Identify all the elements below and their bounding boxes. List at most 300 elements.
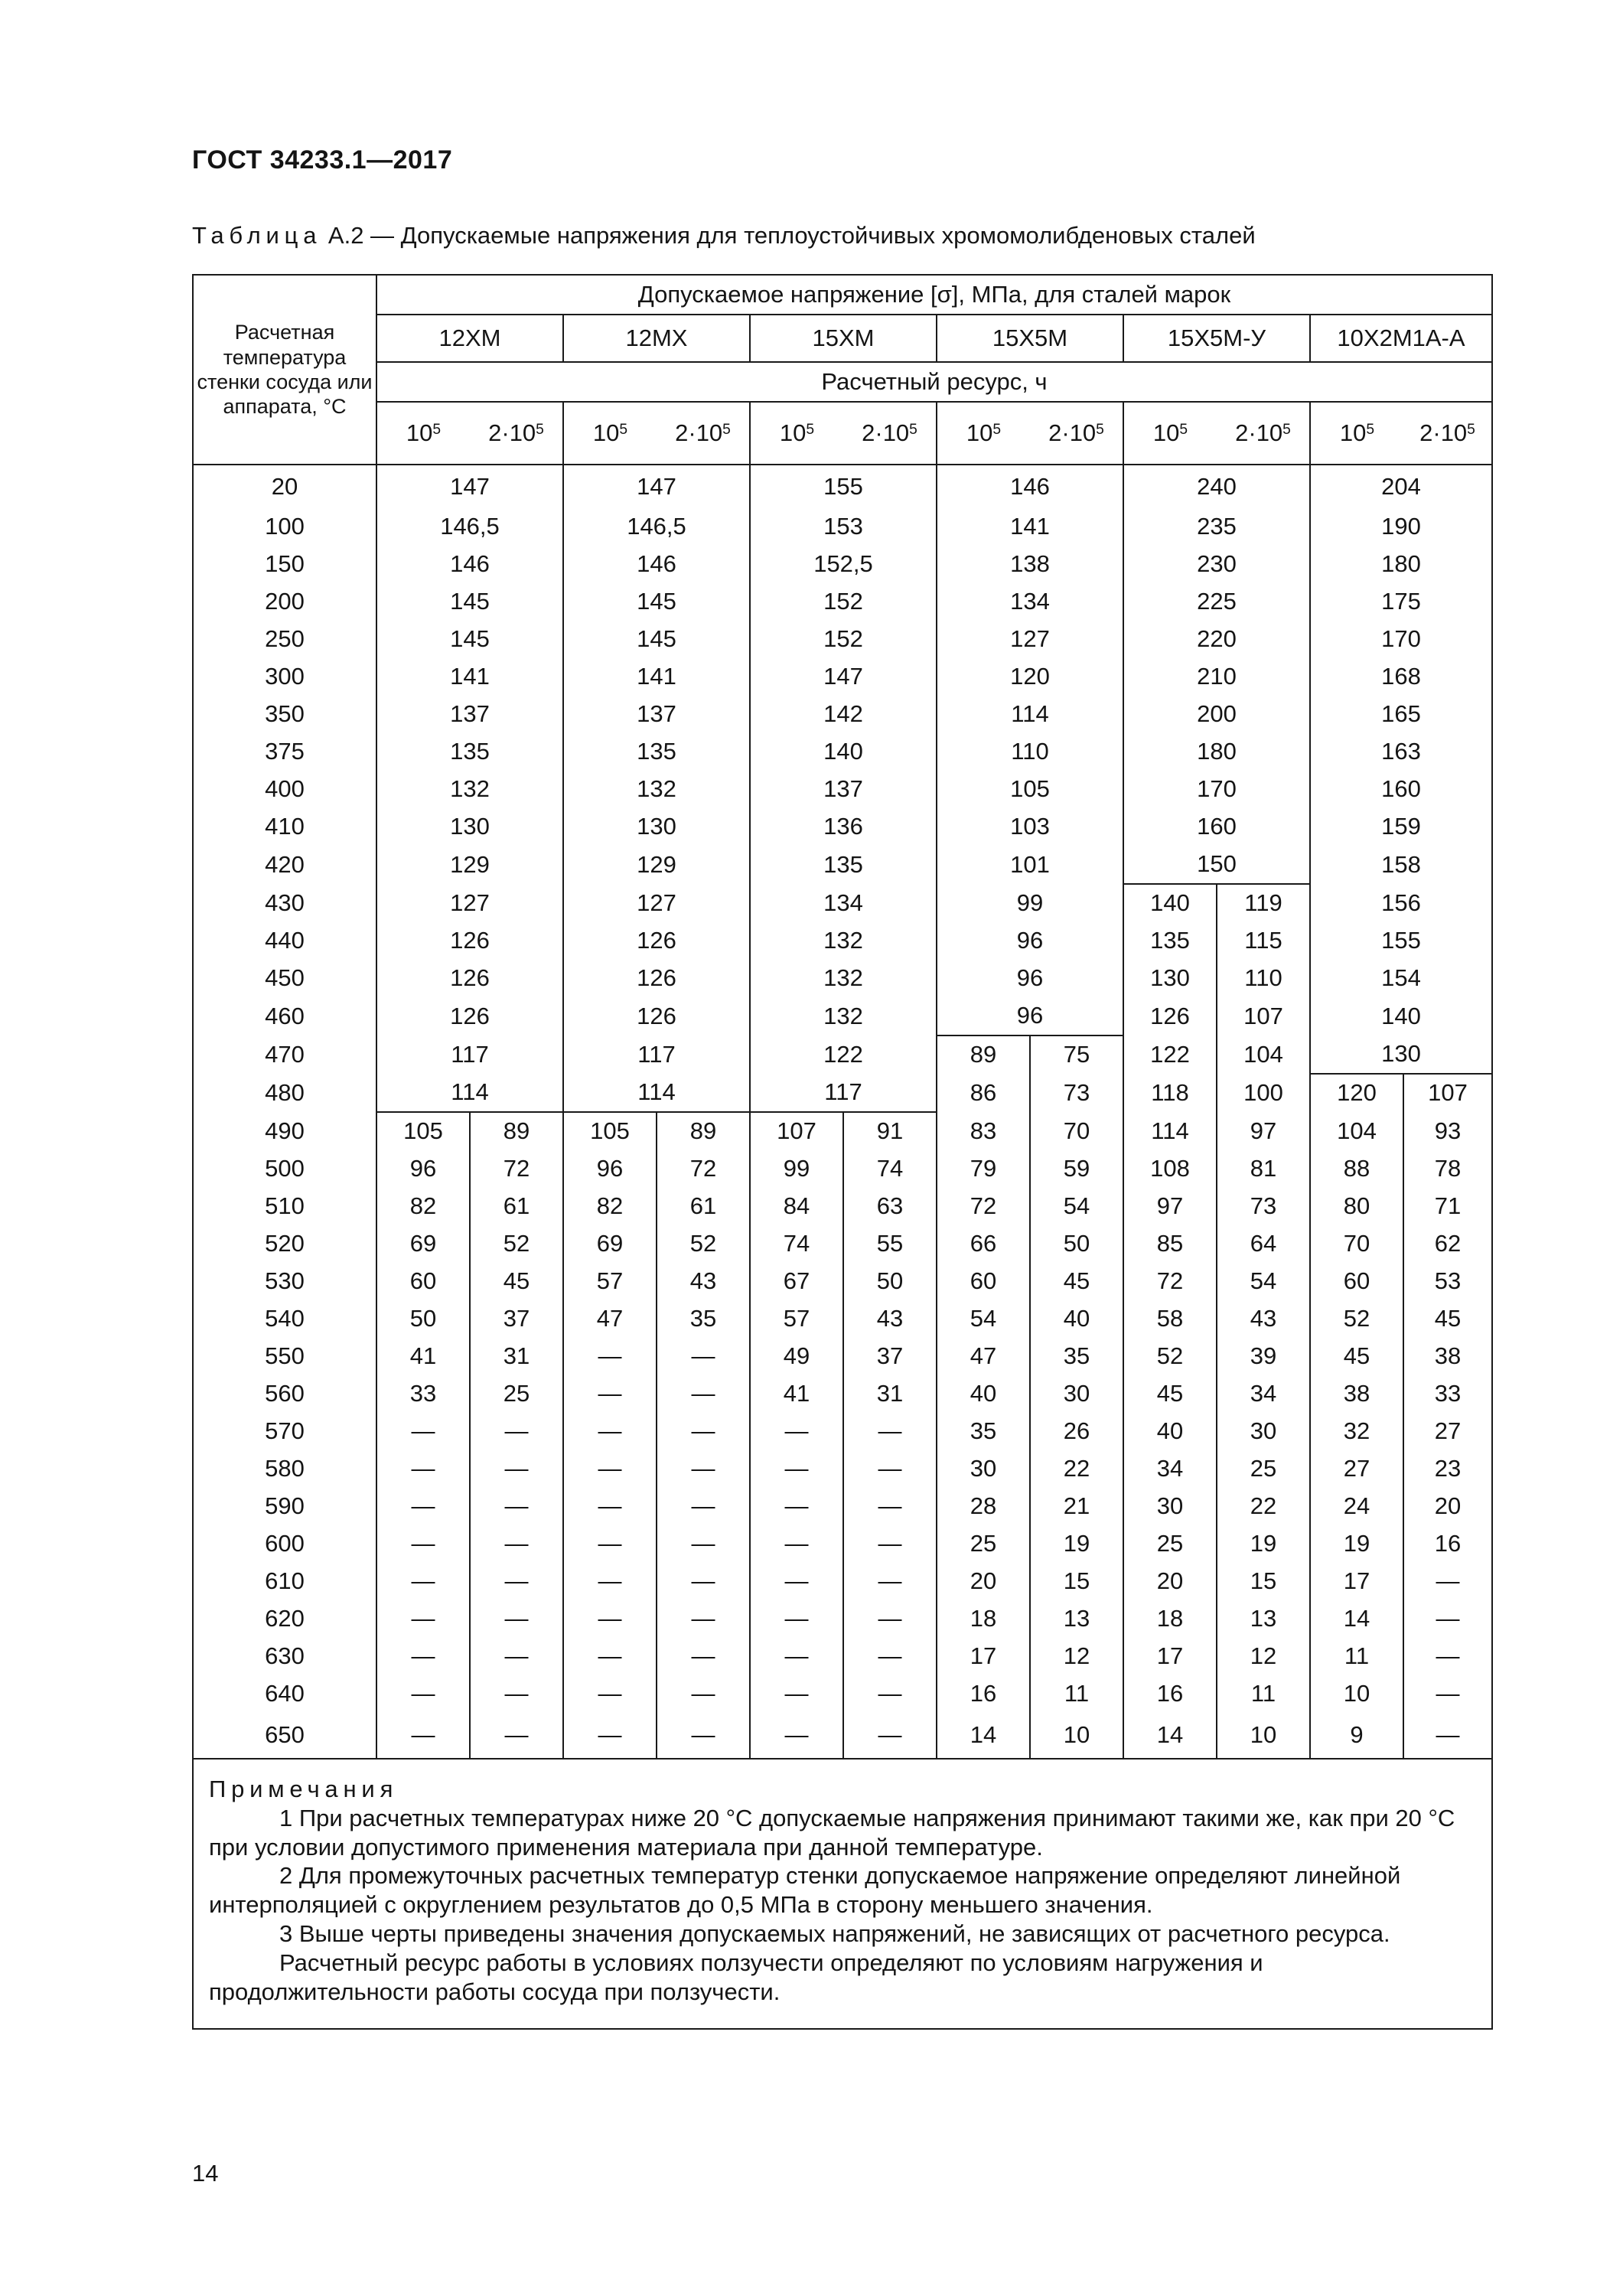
stress-value: 96 <box>937 997 1123 1035</box>
stress-value: 126 <box>1123 997 1217 1035</box>
temperature-cell: 200 <box>193 583 376 621</box>
stress-value: 150 <box>1123 846 1310 884</box>
stress-value: 66 <box>937 1225 1030 1263</box>
stress-value: — <box>563 1450 657 1488</box>
stress-value: — <box>1403 1713 1492 1759</box>
stress-value: 97 <box>1217 1112 1310 1150</box>
stress-value: 137 <box>376 696 563 733</box>
temperature-cell: 470 <box>193 1035 376 1074</box>
stress-value: 45 <box>1123 1375 1217 1413</box>
stress-value: — <box>657 1525 750 1563</box>
resource-exponent: 5 <box>992 422 1002 439</box>
stress-value: 135 <box>750 846 937 884</box>
stress-value: 74 <box>750 1225 843 1263</box>
stress-value: 17 <box>937 1638 1030 1675</box>
stress-value: 34 <box>1217 1375 1310 1413</box>
stress-value: 156 <box>1310 884 1492 922</box>
stress-value: 43 <box>843 1300 937 1338</box>
stress-value: 28 <box>937 1488 1030 1525</box>
stress-value: 114 <box>937 696 1123 733</box>
stress-value: 105 <box>937 771 1123 808</box>
stress-value: 115 <box>1217 922 1310 960</box>
stress-value: 220 <box>1123 621 1310 658</box>
stress-value: — <box>1403 1638 1492 1675</box>
stress-value: 69 <box>376 1225 470 1263</box>
stress-value: — <box>657 1338 750 1375</box>
resource-1e5 <box>376 402 470 465</box>
stress-value: — <box>657 1638 750 1675</box>
stress-value: 19 <box>1030 1525 1123 1563</box>
stress-value: 190 <box>1310 508 1492 546</box>
stress-value: 117 <box>750 1074 937 1112</box>
stress-value: 72 <box>937 1188 1030 1225</box>
stress-value: 146 <box>376 546 563 583</box>
resource-exponent: 5 <box>619 422 628 439</box>
resource-exponent: 5 <box>1467 422 1475 439</box>
stress-value: 30 <box>1123 1488 1217 1525</box>
resource-2e5 <box>843 402 937 465</box>
resource-2e5 <box>1030 402 1123 465</box>
steel-grade-header: 15Х5М-У <box>1123 315 1310 362</box>
stress-value: 19 <box>1217 1525 1310 1563</box>
temperature-cell: 460 <box>193 997 376 1035</box>
stress-header: Допускаемое напряжение [σ], МПа, для сталей марок <box>376 275 1492 315</box>
stress-value: 105 <box>376 1112 470 1150</box>
caption-text: А.2 — Допускаемые напряжения для теплоустойчивых хромомолибденовых сталей <box>321 222 1256 249</box>
stress-value: 43 <box>657 1263 750 1300</box>
resource-1e5 <box>937 402 1030 465</box>
temperature-cell: 620 <box>193 1600 376 1638</box>
stress-value: 160 <box>1123 808 1310 846</box>
stress-value: 122 <box>1123 1035 1217 1074</box>
notes <box>193 1759 1492 2029</box>
resource-2e5 <box>657 402 750 465</box>
stress-value: — <box>750 1525 843 1563</box>
stress-value: 146 <box>563 546 750 583</box>
stress-value: 147 <box>750 658 937 696</box>
stress-value: 23 <box>1403 1450 1492 1488</box>
stress-value: 96 <box>937 960 1123 997</box>
stress-value: 45 <box>470 1263 563 1300</box>
stress-value: — <box>563 1600 657 1638</box>
stress-value: — <box>563 1563 657 1600</box>
stress-value: 72 <box>470 1150 563 1188</box>
stress-value: 16 <box>1403 1525 1492 1563</box>
stress-value: 38 <box>1310 1375 1403 1413</box>
stress-value: — <box>376 1525 470 1563</box>
stress-value: 50 <box>376 1300 470 1338</box>
stress-value: 20 <box>1403 1488 1492 1525</box>
stress-value: 147 <box>563 465 750 508</box>
stress-value: 80 <box>1310 1188 1403 1225</box>
stress-value: 138 <box>937 546 1123 583</box>
resource-2e5 <box>1217 402 1310 465</box>
stress-value: 32 <box>1310 1413 1403 1450</box>
stress-value: 21 <box>1030 1488 1123 1525</box>
stress-value: 137 <box>563 696 750 733</box>
stress-value: 135 <box>563 733 750 771</box>
stress-value: — <box>750 1675 843 1713</box>
stress-value: 146,5 <box>376 508 563 546</box>
resource-exponent: 5 <box>722 422 731 439</box>
stress-value: 35 <box>937 1413 1030 1450</box>
stress-value: 55 <box>843 1225 937 1263</box>
temperature-cell: 510 <box>193 1188 376 1225</box>
temperature-cell: 560 <box>193 1375 376 1413</box>
stress-value: 75 <box>1030 1035 1123 1074</box>
resource-base: 2·10 <box>488 419 536 446</box>
stress-value: 17 <box>1123 1638 1217 1675</box>
temperature-cell: 20 <box>193 465 376 508</box>
stress-value: — <box>563 1413 657 1450</box>
stress-value: 10 <box>1310 1675 1403 1713</box>
temperature-cell: 610 <box>193 1563 376 1600</box>
stress-value: 53 <box>1403 1263 1492 1300</box>
stress-value: — <box>376 1563 470 1600</box>
stress-value: — <box>750 1488 843 1525</box>
stress-value: 126 <box>376 922 563 960</box>
resource-base: 10 <box>779 419 807 446</box>
stress-value: — <box>750 1713 843 1759</box>
stress-value: — <box>470 1525 563 1563</box>
stress-value: 27 <box>1310 1450 1403 1488</box>
resource-base: 10 <box>966 419 993 446</box>
resource-base: 10 <box>1152 419 1180 446</box>
stress-value: 16 <box>937 1675 1030 1713</box>
stress-value: — <box>657 1600 750 1638</box>
temperature-cell: 300 <box>193 658 376 696</box>
resource-base: 2·10 <box>862 419 910 446</box>
stress-value: — <box>470 1638 563 1675</box>
stress-value: 11 <box>1030 1675 1123 1713</box>
stress-value: 141 <box>563 658 750 696</box>
stress-value: 47 <box>563 1300 657 1338</box>
stress-value: 129 <box>563 846 750 884</box>
stress-value: 81 <box>1217 1150 1310 1188</box>
stress-value: 60 <box>937 1263 1030 1300</box>
stress-value: 104 <box>1310 1112 1403 1150</box>
stress-value: 175 <box>1310 583 1492 621</box>
stress-value: 72 <box>1123 1263 1217 1300</box>
stress-value: 127 <box>563 884 750 922</box>
stress-value: 107 <box>750 1112 843 1150</box>
resource-1e5 <box>563 402 657 465</box>
stress-value: 110 <box>1217 960 1310 997</box>
note-1: 1 При расчетных температурах ниже 20 °С допускаемые напряжения принимают такими же, как при 20 °С при условии допустимого применения материала при данной температуре. <box>209 1804 1455 1861</box>
stress-value: 129 <box>376 846 563 884</box>
temperature-cell: 150 <box>193 546 376 583</box>
stress-value: — <box>657 1713 750 1759</box>
resource-base: 10 <box>592 419 620 446</box>
stress-value: 132 <box>376 771 563 808</box>
stress-value: 70 <box>1030 1112 1123 1150</box>
stress-value: 134 <box>750 884 937 922</box>
temperature-cell: 640 <box>193 1675 376 1713</box>
stress-value: 19 <box>1310 1525 1403 1563</box>
resource-exponent: 5 <box>1179 422 1188 439</box>
resource-base: 2·10 <box>1048 419 1097 446</box>
stress-value: — <box>376 1600 470 1638</box>
stress-value: 99 <box>937 884 1123 922</box>
stress-value: 97 <box>1123 1188 1217 1225</box>
stress-value: — <box>563 1713 657 1759</box>
stress-value: — <box>563 1375 657 1413</box>
stress-value: 89 <box>470 1112 563 1150</box>
stress-value: 59 <box>1030 1150 1123 1188</box>
note-2: 2 Для промежуточных расчетных температур стенки допускаемое напряжение определяют линейной интерполяцией с округлением результатов до 0,5 МПа в сторону меньшего значения. <box>209 1862 1401 1919</box>
stress-value: 89 <box>657 1112 750 1150</box>
stress-value: 34 <box>1123 1450 1217 1488</box>
stress-value: 43 <box>1217 1300 1310 1338</box>
steel-grade-header: 15Х5М <box>937 315 1123 362</box>
stress-value: 153 <box>750 508 937 546</box>
stress-value: 57 <box>750 1300 843 1338</box>
stress-value: — <box>750 1413 843 1450</box>
stress-value: 114 <box>376 1074 563 1112</box>
stress-value: 20 <box>1123 1563 1217 1600</box>
stress-value: 163 <box>1310 733 1492 771</box>
temperature-cell: 400 <box>193 771 376 808</box>
stress-value: 41 <box>376 1338 470 1375</box>
stress-value: 37 <box>843 1338 937 1375</box>
stress-value: 100 <box>1217 1074 1310 1112</box>
stress-value: 127 <box>937 621 1123 658</box>
temperature-cell: 520 <box>193 1225 376 1263</box>
stress-value: 58 <box>1123 1300 1217 1338</box>
stress-value: 18 <box>937 1600 1030 1638</box>
stress-value: — <box>563 1338 657 1375</box>
stress-value: — <box>470 1675 563 1713</box>
stress-value: — <box>657 1488 750 1525</box>
stress-value: 67 <box>750 1263 843 1300</box>
resource-base: 2·10 <box>1235 419 1283 446</box>
stress-value: 85 <box>1123 1225 1217 1263</box>
stress-value: 230 <box>1123 546 1310 583</box>
temperature-cell: 440 <box>193 922 376 960</box>
resource-base: 2·10 <box>675 419 723 446</box>
stress-value: 127 <box>376 884 563 922</box>
stress-value: — <box>470 1450 563 1488</box>
stress-value: 114 <box>563 1074 750 1112</box>
stress-value: 40 <box>937 1375 1030 1413</box>
resource-exponent: 5 <box>432 422 442 439</box>
stress-value: 140 <box>1123 884 1217 922</box>
stress-value: 126 <box>563 922 750 960</box>
stress-value: 17 <box>1310 1563 1403 1600</box>
temperature-cell: 600 <box>193 1525 376 1563</box>
stress-value: — <box>750 1600 843 1638</box>
table-caption <box>192 222 1256 249</box>
stress-value: 137 <box>750 771 937 808</box>
temperature-cell: 650 <box>193 1713 376 1759</box>
stress-value: 86 <box>937 1074 1030 1112</box>
stress-value: 13 <box>1217 1600 1310 1638</box>
stress-value: 145 <box>563 621 750 658</box>
stress-value: 57 <box>563 1263 657 1300</box>
stress-value: 16 <box>1123 1675 1217 1713</box>
stress-value: 39 <box>1217 1338 1310 1375</box>
stress-value: — <box>376 1413 470 1450</box>
stress-value: — <box>376 1638 470 1675</box>
stress-value: 145 <box>563 583 750 621</box>
temperature-cell: 100 <box>193 508 376 546</box>
stress-value: — <box>750 1450 843 1488</box>
stress-value: 10 <box>1030 1713 1123 1759</box>
stress-value: 27 <box>1403 1413 1492 1450</box>
stress-value: 200 <box>1123 696 1310 733</box>
stress-value: 210 <box>1123 658 1310 696</box>
stress-value: — <box>843 1488 937 1525</box>
stress-value: — <box>376 1713 470 1759</box>
stress-value: 82 <box>563 1188 657 1225</box>
stress-value: 50 <box>1030 1225 1123 1263</box>
notes-title: Примечания <box>209 1776 399 1802</box>
resource-exponent: 5 <box>536 422 544 439</box>
stress-value: — <box>1403 1600 1492 1638</box>
stress-value: 146,5 <box>563 508 750 546</box>
stress-value: 130 <box>376 808 563 846</box>
temperature-cell: 580 <box>193 1450 376 1488</box>
stress-value: 14 <box>1310 1600 1403 1638</box>
stress-value: 14 <box>1123 1713 1217 1759</box>
stress-value: — <box>470 1713 563 1759</box>
stress-value: 78 <box>1403 1150 1492 1188</box>
page-number: 14 <box>192 2160 219 2187</box>
stress-value: 126 <box>376 960 563 997</box>
resource-header: Расчетный ресурс, ч <box>376 362 1492 402</box>
stress-value: 38 <box>1403 1338 1492 1375</box>
stress-value: — <box>563 1525 657 1563</box>
stress-value: 64 <box>1217 1225 1310 1263</box>
stress-value: 82 <box>376 1188 470 1225</box>
stress-value: 11 <box>1217 1675 1310 1713</box>
stress-value: — <box>563 1638 657 1675</box>
stress-value: 101 <box>937 846 1123 884</box>
stress-value: 54 <box>1217 1263 1310 1300</box>
stress-value: 132 <box>750 960 937 997</box>
steel-grade-header: 12МХ <box>563 315 750 362</box>
stress-value: 41 <box>750 1375 843 1413</box>
stress-value: 71 <box>1403 1188 1492 1225</box>
stress-value: — <box>563 1488 657 1525</box>
document-code: ГОСТ 34233.1—2017 <box>192 145 453 174</box>
stress-value: 170 <box>1310 621 1492 658</box>
resource-exponent: 5 <box>806 422 815 439</box>
steel-grade-header: 15ХМ <box>750 315 937 362</box>
stress-value: 135 <box>1123 922 1217 960</box>
stress-value: 96 <box>376 1150 470 1188</box>
stress-value: 74 <box>843 1150 937 1188</box>
stress-value: 152 <box>750 621 937 658</box>
stress-value: 141 <box>937 508 1123 546</box>
stress-value: 140 <box>1310 997 1492 1035</box>
stress-value: 37 <box>470 1300 563 1338</box>
temperature-cell: 375 <box>193 733 376 771</box>
stress-value: 93 <box>1403 1112 1492 1150</box>
stress-value: 26 <box>1030 1413 1123 1450</box>
stress-value: 235 <box>1123 508 1310 546</box>
temperature-cell: 630 <box>193 1638 376 1675</box>
stress-value: 155 <box>750 465 937 508</box>
stress-value: 130 <box>1310 1035 1492 1074</box>
stress-value: 72 <box>657 1150 750 1188</box>
resource-2e5 <box>470 402 563 465</box>
steel-grade-header: 10Х2М1А-А <box>1310 315 1492 362</box>
stress-value: 24 <box>1310 1488 1403 1525</box>
stress-value: 12 <box>1030 1638 1123 1675</box>
temperature-cell: 590 <box>193 1488 376 1525</box>
stress-value: 91 <box>843 1112 937 1150</box>
resource-2e5 <box>1403 402 1492 465</box>
stress-value: 15 <box>1030 1563 1123 1600</box>
stress-value: 25 <box>470 1375 563 1413</box>
stress-value: 60 <box>376 1263 470 1300</box>
resource-exponent: 5 <box>1096 422 1104 439</box>
stress-value: 119 <box>1217 884 1310 922</box>
stress-value: — <box>843 1675 937 1713</box>
stress-table <box>192 274 1493 2030</box>
stress-value: 47 <box>937 1338 1030 1375</box>
stress-value: 225 <box>1123 583 1310 621</box>
stress-value: 145 <box>376 621 563 658</box>
resource-base: 10 <box>1339 419 1367 446</box>
stress-value: 73 <box>1217 1188 1310 1225</box>
stress-value: 132 <box>563 771 750 808</box>
temperature-cell: 350 <box>193 696 376 733</box>
stress-value: 136 <box>750 808 937 846</box>
stress-value: 180 <box>1310 546 1492 583</box>
stress-value: — <box>470 1563 563 1600</box>
temperature-cell: 410 <box>193 808 376 846</box>
stress-value: — <box>843 1525 937 1563</box>
stress-value: 30 <box>1030 1375 1123 1413</box>
stress-value: — <box>657 1375 750 1413</box>
temperature-cell: 250 <box>193 621 376 658</box>
stress-value: 240 <box>1123 465 1310 508</box>
stress-value: 117 <box>563 1035 750 1074</box>
stress-value: — <box>563 1675 657 1713</box>
stress-value: 130 <box>563 808 750 846</box>
stress-value: 31 <box>470 1338 563 1375</box>
stress-value: 61 <box>657 1188 750 1225</box>
stress-value: 103 <box>937 808 1123 846</box>
stress-value: 10 <box>1217 1713 1310 1759</box>
stress-value: 70 <box>1310 1225 1403 1263</box>
stress-value: — <box>1403 1563 1492 1600</box>
stress-value: — <box>843 1600 937 1638</box>
stress-value: 146 <box>937 465 1123 508</box>
stress-value: — <box>657 1563 750 1600</box>
stress-value: 22 <box>1217 1488 1310 1525</box>
temperature-cell: 540 <box>193 1300 376 1338</box>
caption-prefix: Таблица <box>192 222 322 249</box>
temperature-cell: 420 <box>193 846 376 884</box>
temperature-cell: 430 <box>193 884 376 922</box>
stress-value: 118 <box>1123 1074 1217 1112</box>
stress-value: 89 <box>937 1035 1030 1074</box>
stress-value: 49 <box>750 1338 843 1375</box>
stress-value: 105 <box>563 1112 657 1150</box>
stress-value: — <box>376 1450 470 1488</box>
stress-value: 22 <box>1030 1450 1123 1488</box>
stress-value: 40 <box>1123 1413 1217 1450</box>
stress-value: 165 <box>1310 696 1492 733</box>
stress-value: — <box>843 1413 937 1450</box>
stress-value: 120 <box>1310 1074 1403 1112</box>
stress-value: — <box>843 1713 937 1759</box>
stress-value: 69 <box>563 1225 657 1263</box>
stress-value: 31 <box>843 1375 937 1413</box>
